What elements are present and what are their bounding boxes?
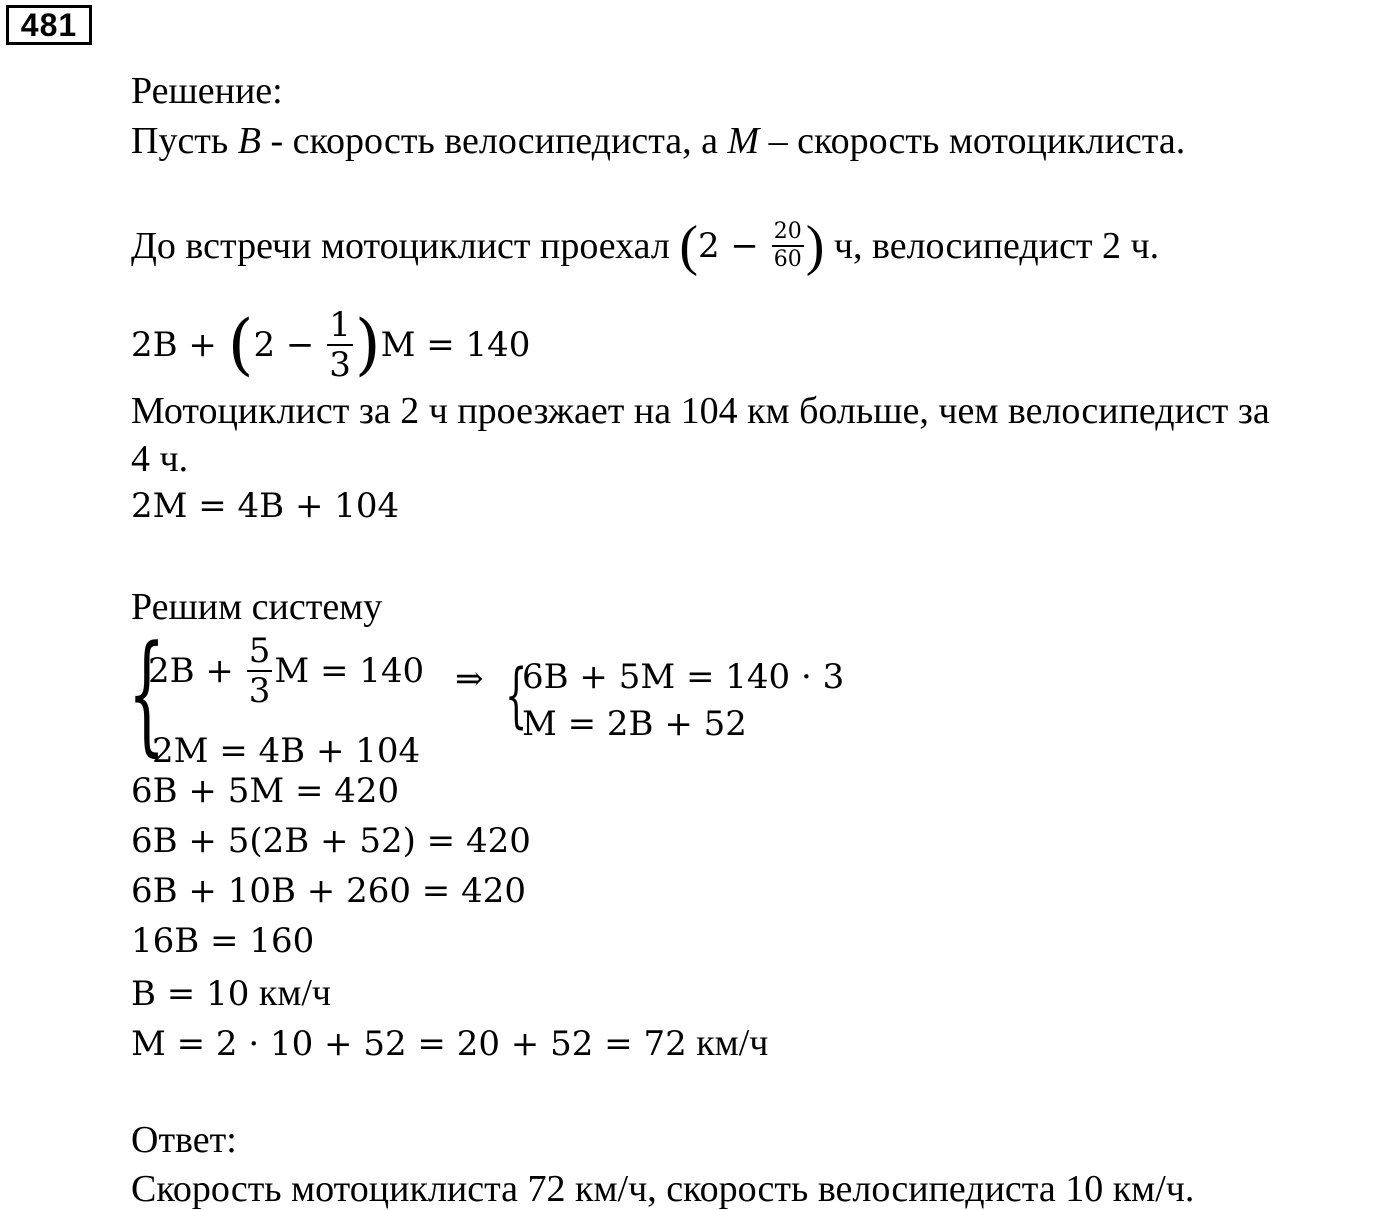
var-m: M: [727, 120, 760, 162]
intro-mid: - скорость велосипедиста, а: [260, 120, 728, 162]
fraction-denominator: 3: [248, 671, 271, 711]
before-meeting-line: До встречи мотоциклист проехал (2 − $\frac{20}{60}$ ) ч, велосипедист 2 ч.: [131, 215, 1160, 277]
system-left-row-1: [148, 631, 425, 711]
result-m-expr: M = 2 · 10 + 52 = 20 + 52 = 72: [131, 1024, 687, 1064]
right-system-brace: {: [505, 654, 528, 736]
equation-2: 2M = 4B + 104: [131, 486, 400, 526]
var-b: B: [237, 120, 261, 162]
eq1-left: 2B +: [131, 325, 228, 365]
eq1-whole: 2 −: [253, 325, 326, 365]
intro-prefix: Пусть: [131, 120, 238, 162]
sys-row1-prefix: 2B +: [148, 651, 245, 691]
fraction-denominator: 60: [773, 247, 802, 272]
fraction-5-3: [247, 631, 273, 711]
before-meeting-prefix: До встречи мотоциклист проехал: [131, 225, 680, 267]
fraction-1-3: [327, 305, 353, 385]
before-meeting-suffix: ч, велосипедист 2 ч.: [824, 225, 1160, 267]
result-m-unit: км/ч: [686, 1022, 769, 1064]
step-1: 6B + 5M = 420: [131, 771, 400, 811]
fraction-numerator: 1: [329, 305, 351, 345]
result-b-expr: B = 10: [131, 974, 250, 1014]
before-meeting-whole: 2 −: [697, 226, 770, 266]
step-4: 16B = 160: [131, 921, 315, 961]
problem-number: 481: [6, 5, 92, 45]
eq1-right: M = 140: [380, 325, 531, 365]
answer-text: Скорость мотоциклиста 72 км/ч, скорость велосипедиста 10 км/ч.: [131, 1168, 1195, 1210]
step-3: 6B + 10B + 260 = 420: [131, 871, 526, 911]
left-system-brace: {: [128, 617, 166, 769]
system-right-row-2: M = 2B + 52: [522, 704, 747, 744]
implies-arrow: ⇒: [455, 659, 484, 699]
intro-line: [131, 122, 1185, 160]
system-left-row-2: 2M = 4B + 104: [152, 731, 421, 771]
answer-heading: Ответ:: [131, 1119, 237, 1161]
solution-heading: Решение:: [131, 70, 283, 112]
fraction-numerator: 20: [772, 221, 804, 247]
fraction-numerator: 5: [248, 631, 271, 671]
result-b: [131, 974, 331, 1012]
equation-1: 2B + (2 − $\frac{1}{3}$ )M = 140: [131, 305, 531, 385]
fraction-denominator: 3: [329, 345, 351, 385]
fraction-20-60: [772, 221, 804, 271]
result-m: [131, 1024, 768, 1062]
result-b-unit: км/ч: [249, 972, 332, 1014]
sys-row1-suffix: M = 140: [274, 651, 425, 691]
statement-2-line-1: Мотоциклист за 2 ч проезжает на 104 км больше, чем велосипедист за: [131, 390, 1270, 432]
solve-heading: Решим систему: [131, 586, 383, 628]
statement-2-line-2: 4 ч.: [131, 438, 189, 480]
system-right-row-1: 6B + 5M = 140 · 3: [522, 657, 845, 697]
step-2: 6B + 5(2B + 52) = 420: [131, 821, 531, 861]
intro-suffix: – скорость мотоциклиста.: [759, 120, 1186, 162]
